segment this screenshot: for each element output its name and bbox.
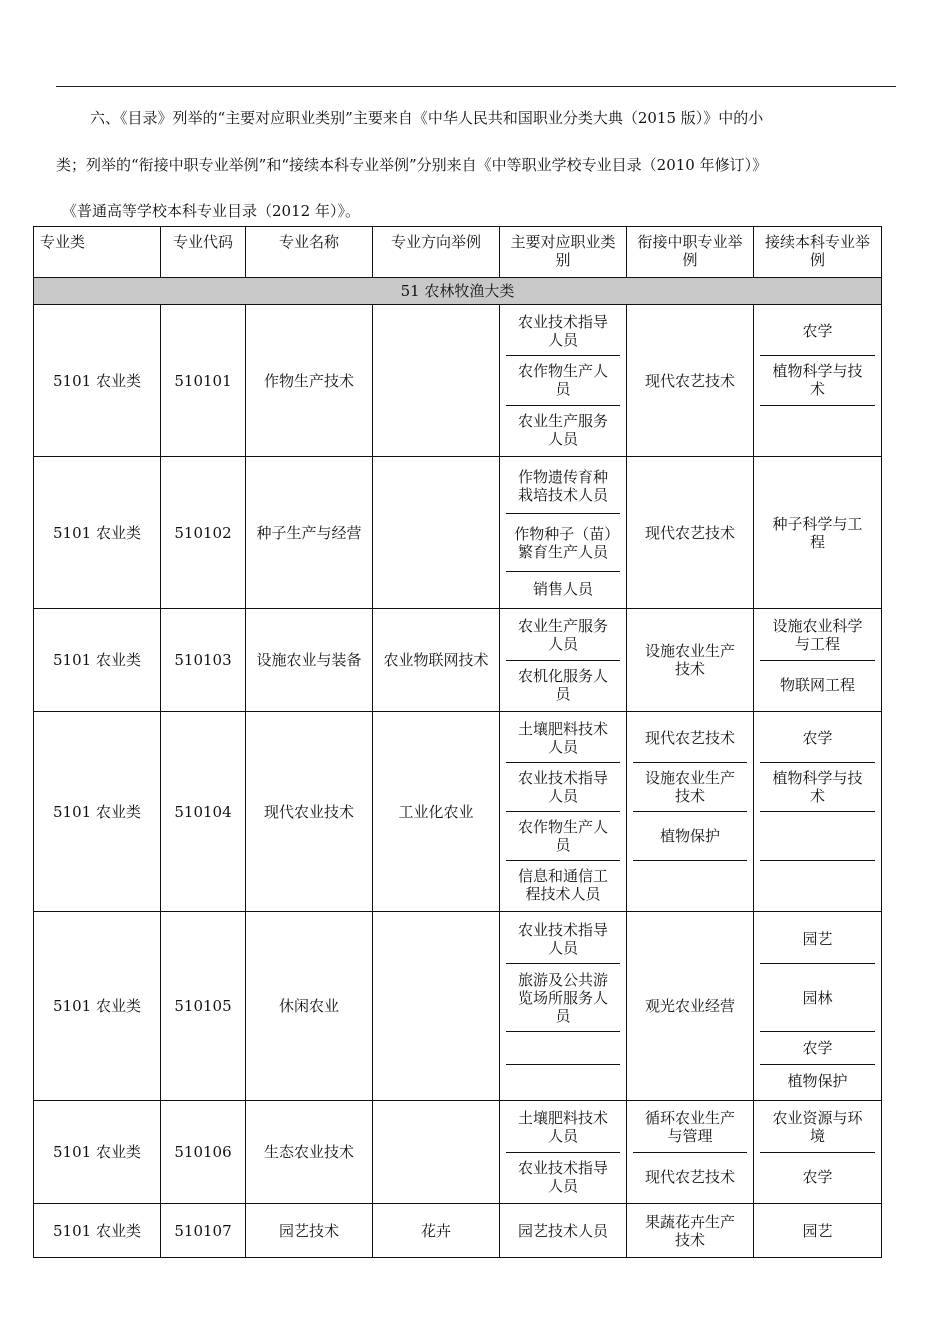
undergraduate-item: 园艺 xyxy=(802,929,833,948)
occupation-cell-group xyxy=(500,609,627,712)
major-name-cell: 园艺技术 xyxy=(246,1204,373,1258)
occupation-item: 农业技术指导人员 xyxy=(517,920,608,957)
header-major-name: 专业名称 xyxy=(246,227,373,278)
secondary-vocational-cell-group xyxy=(627,912,754,1101)
table-row xyxy=(34,912,882,1101)
undergraduate-cell-group xyxy=(754,1204,882,1258)
header-undergraduate-example: 接续本科专业举例 xyxy=(754,227,882,278)
header-major-code: 专业代码 xyxy=(161,227,246,278)
direction-cell: 花卉 xyxy=(373,1204,500,1258)
undergraduate-item xyxy=(760,811,875,860)
secondary-vocational-item: 果蔬花卉生产技术 xyxy=(644,1212,735,1249)
secondary-vocational-item xyxy=(633,860,747,909)
major-class-cell: 5101 农业类 xyxy=(34,305,161,457)
occupation-item xyxy=(506,1031,620,1063)
major-name-cell: 设施农业与装备 xyxy=(246,609,373,712)
major-catalog-table xyxy=(33,226,882,1258)
occupation-cell-group xyxy=(500,1101,627,1204)
occupation-item: 土壤肥料技术人员 xyxy=(517,1109,608,1146)
undergraduate-item: 农学 xyxy=(760,1152,875,1202)
direction-cell xyxy=(373,457,500,609)
major-class-cell: 5101 农业类 xyxy=(34,1101,161,1204)
secondary-vocational-item: 现代农艺技术 xyxy=(644,729,735,747)
undergraduate-item: 设施农业科学与工程 xyxy=(772,617,863,654)
undergraduate-item: 植物科学与技术 xyxy=(760,355,875,404)
header-secondary-vocational-example: 衔接中职专业举例 xyxy=(627,227,754,278)
table-row xyxy=(34,1204,882,1258)
undergraduate-item xyxy=(760,860,875,909)
category-row xyxy=(34,278,882,305)
secondary-vocational-item: 现代农艺技术 xyxy=(644,371,735,390)
undergraduate-item: 种子科学与工程 xyxy=(772,514,863,551)
major-class-cell: 5101 农业类 xyxy=(34,1204,161,1258)
secondary-vocational-item: 观光农业经营 xyxy=(644,997,735,1015)
occupation-item: 农作物生产人员 xyxy=(506,355,620,404)
major-class-cell: 5101 农业类 xyxy=(34,912,161,1101)
major-code-cell: 510106 xyxy=(161,1101,246,1204)
table-row xyxy=(34,1101,882,1204)
table-row xyxy=(34,457,882,609)
undergraduate-cell-group xyxy=(754,1101,882,1204)
intro-paragraph-line-2: 类；列举的“衔接中职专业举例”和“接续本科专业举例”分别来自《中等职业学校专业目录（2010 年修订）》 xyxy=(56,156,768,174)
major-code-cell: 510107 xyxy=(161,1204,246,1258)
occupation-item: 农机化服务人员 xyxy=(506,660,620,710)
occupation-item: 农业技术指导人员 xyxy=(506,762,620,811)
undergraduate-item: 植物科学与技术 xyxy=(760,762,875,811)
occupation-cell-group xyxy=(500,912,627,1101)
occupation-cell-group xyxy=(500,1204,627,1258)
major-code-cell: 510102 xyxy=(161,457,246,609)
major-name-cell: 种子生产与经营 xyxy=(246,457,373,609)
undergraduate-item: 园艺 xyxy=(802,1221,833,1240)
secondary-vocational-item: 现代农艺技术 xyxy=(633,1152,747,1202)
major-name-cell: 现代农业技术 xyxy=(246,712,373,912)
major-code-cell: 510104 xyxy=(161,712,246,912)
occupation-cell-group xyxy=(500,457,627,609)
header-direction-example: 专业方向举例 xyxy=(373,227,500,278)
undergraduate-cell-group xyxy=(754,912,882,1101)
secondary-vocational-cell-group xyxy=(627,1204,754,1258)
undergraduate-item: 物联网工程 xyxy=(760,660,875,710)
occupation-cell-group xyxy=(500,712,627,912)
major-code-cell: 510103 xyxy=(161,609,246,712)
intro-paragraph-line-3: 《普通高等学校本科专业目录（2012 年）》。 xyxy=(62,202,360,220)
major-name-cell: 生态农业技术 xyxy=(246,1101,373,1204)
occupation-item: 作物遗传育种栽培技术人员 xyxy=(517,468,608,504)
occupation-item: 旅游及公共游览场所服务人员 xyxy=(506,963,620,1031)
major-code-cell: 510101 xyxy=(161,305,246,457)
occupation-cell-group xyxy=(500,305,627,457)
table-header-row xyxy=(34,227,882,278)
major-name-cell: 作物生产技术 xyxy=(246,305,373,457)
secondary-vocational-cell-group xyxy=(627,712,754,912)
occupation-item: 信息和通信工程技术人员 xyxy=(506,860,620,909)
occupation-item: 农业生产服务人员 xyxy=(517,617,608,654)
major-code-cell: 510105 xyxy=(161,912,246,1101)
direction-cell xyxy=(373,1101,500,1204)
major-name-cell: 休闲农业 xyxy=(246,912,373,1101)
undergraduate-item xyxy=(760,405,875,454)
secondary-vocational-item: 设施农业生产技术 xyxy=(633,762,747,811)
occupation-item: 农作物生产人员 xyxy=(506,811,620,860)
direction-cell: 工业化农业 xyxy=(373,712,500,912)
secondary-vocational-cell-group xyxy=(627,1101,754,1204)
undergraduate-cell-group xyxy=(754,457,882,609)
secondary-vocational-cell-group xyxy=(627,305,754,457)
secondary-vocational-item: 设施农业生产技术 xyxy=(644,642,735,678)
undergraduate-cell-group xyxy=(754,712,882,912)
secondary-vocational-cell-group xyxy=(627,457,754,609)
occupation-item: 农业生产服务人员 xyxy=(506,405,620,454)
undergraduate-item: 农学 xyxy=(802,729,833,747)
occupation-item: 园艺技术人员 xyxy=(517,1221,608,1240)
undergraduate-item: 农业资源与环境 xyxy=(772,1109,863,1146)
undergraduate-item: 农学 xyxy=(760,1031,875,1063)
undergraduate-item: 农学 xyxy=(802,322,833,341)
direction-cell xyxy=(373,912,500,1101)
undergraduate-cell-group xyxy=(754,305,882,457)
occupation-item: 农业技术指导人员 xyxy=(517,313,608,350)
occupation-item: 销售人员 xyxy=(506,571,620,606)
header-occupation-category: 主要对应职业类别 xyxy=(500,227,627,278)
undergraduate-item: 植物保护 xyxy=(760,1064,875,1098)
undergraduate-cell-group xyxy=(754,609,882,712)
header-major-class: 专业类 xyxy=(34,227,161,278)
direction-cell xyxy=(373,305,500,457)
table-row xyxy=(34,712,882,912)
occupation-item: 农业技术指导人员 xyxy=(506,1152,620,1202)
direction-cell: 农业物联网技术 xyxy=(373,609,500,712)
table-row xyxy=(34,305,882,457)
table-row xyxy=(34,609,882,712)
top-rule xyxy=(56,86,896,87)
occupation-item xyxy=(506,1064,620,1098)
occupation-item: 土壤肥料技术人员 xyxy=(517,720,608,756)
secondary-vocational-item: 循环农业生产与管理 xyxy=(644,1109,735,1146)
intro-paragraph-line-1: 六、《目录》列举的“主要对应职业类别”主要来自《中华人民共和国职业分类大典（2015 版）》中的小 xyxy=(90,109,764,127)
secondary-vocational-cell-group xyxy=(627,609,754,712)
category-label: 51 农林牧渔大类 xyxy=(34,278,882,305)
secondary-vocational-item: 现代农艺技术 xyxy=(644,523,735,542)
occupation-item: 作物种子（苗）繁育生产人员 xyxy=(506,513,620,571)
major-class-cell: 5101 农业类 xyxy=(34,457,161,609)
undergraduate-item: 园林 xyxy=(760,963,875,1031)
major-class-cell: 5101 农业类 xyxy=(34,609,161,712)
secondary-vocational-item: 植物保护 xyxy=(633,811,747,860)
major-class-cell: 5101 农业类 xyxy=(34,712,161,912)
